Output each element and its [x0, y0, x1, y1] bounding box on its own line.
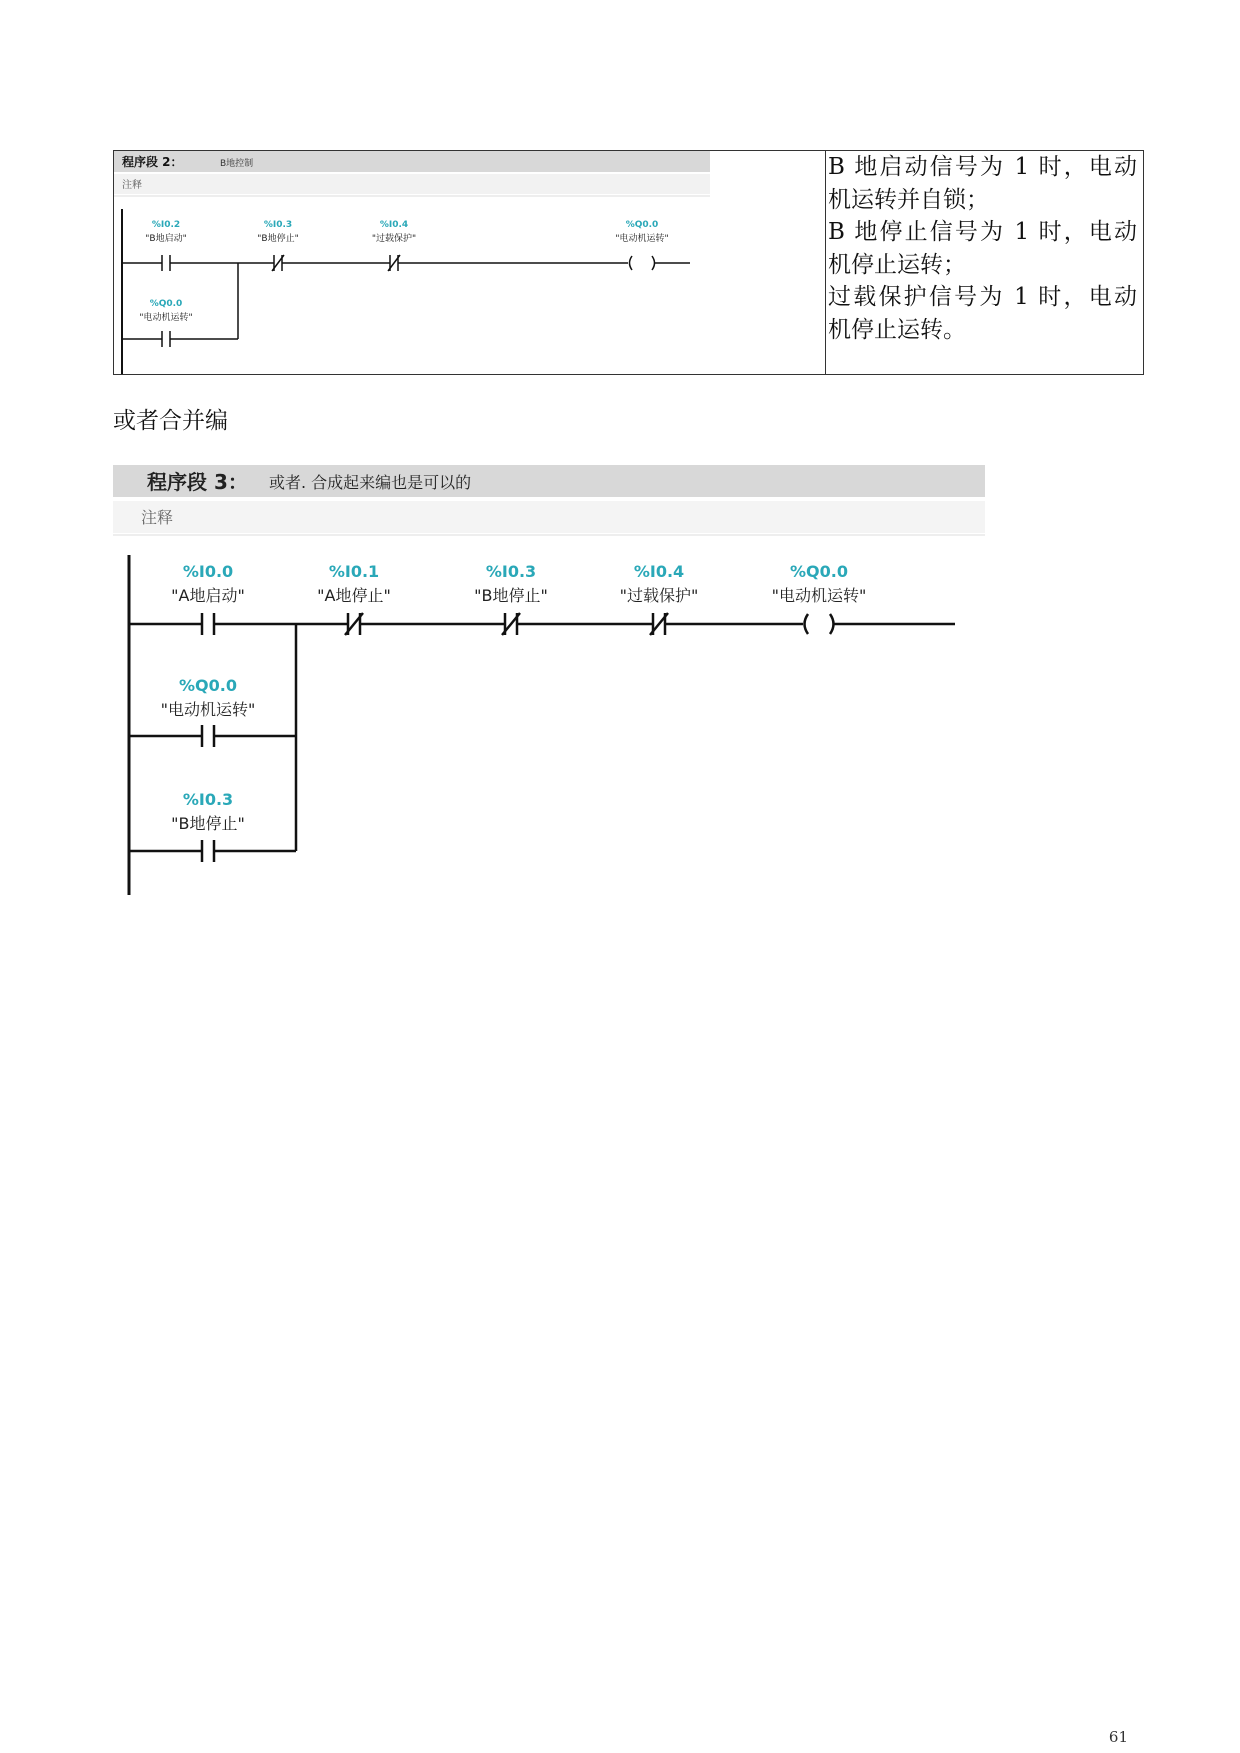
svg-text:"A地停止": "A地停止"	[317, 586, 391, 605]
description-line-2: 机运转并自锁；	[828, 186, 989, 213]
segment3-comment: 注释	[141, 508, 174, 527]
svg-text:%I0.3: %I0.3	[485, 562, 537, 581]
description-line-1: B 地启动信号为 1 时，电动	[828, 154, 1137, 180]
svg-text:%I0.3: %I0.3	[263, 220, 293, 230]
body-paragraph: 或者合并编	[113, 408, 228, 434]
svg-text:"过载保护": "过载保护"	[371, 234, 417, 244]
description-table	[113, 150, 1144, 375]
description-line-4: 机停止运转；	[828, 251, 966, 278]
svg-text:"A地启动": "A地启动"	[171, 586, 245, 605]
svg-text:%I0.1: %I0.1	[328, 562, 380, 581]
segment2-comment: 注释	[122, 180, 142, 191]
segment2-ladder	[114, 151, 825, 374]
page-number: 61	[1108, 1728, 1128, 1746]
description-line-5: 过载保护信号为 1 时，电动	[828, 284, 1137, 310]
svg-text:%I0.0: %I0.0	[182, 562, 234, 581]
svg-text:%I0.4: %I0.4	[379, 220, 409, 230]
svg-text:"电动机运转": "电动机运转"	[771, 586, 867, 605]
svg-text:%I0.2: %I0.2	[151, 220, 181, 230]
svg-text:%Q0.0: %Q0.0	[179, 676, 237, 695]
segment3-header-prefix: 程序段 3：	[147, 470, 248, 494]
svg-text:"B地停止": "B地停止"	[171, 814, 245, 833]
segment2-header-prefix: 程序段 2：	[122, 155, 183, 169]
coil-q00	[805, 614, 809, 634]
svg-text:"电动机运转": "电动机运转"	[615, 234, 669, 244]
description-line-3: B 地停止信号为 1 时，电动	[828, 219, 1137, 245]
segment2-header-title: B地控制	[220, 159, 254, 169]
description-cell	[826, 151, 1143, 374]
segment2-cell	[114, 151, 826, 374]
svg-text:%Q0.0: %Q0.0	[625, 220, 659, 230]
segment3-ladder	[113, 465, 993, 895]
svg-text:%I0.3: %I0.3	[182, 790, 234, 809]
svg-text:"电动机运转": "电动机运转"	[160, 700, 256, 719]
coil-q00	[630, 256, 633, 270]
svg-text:%Q0.0: %Q0.0	[790, 562, 848, 581]
svg-text:%Q0.0: %Q0.0	[149, 299, 183, 309]
svg-text:"过载保护": "过载保护"	[619, 586, 699, 605]
segment3-header-title: 或者. 合成起来编也是可以的	[269, 473, 472, 492]
segment2-header-bar	[114, 151, 710, 172]
svg-text:"B地停止": "B地停止"	[257, 234, 299, 244]
svg-text:"B地停止": "B地停止"	[474, 586, 548, 605]
svg-text:%I0.4: %I0.4	[633, 562, 685, 581]
svg-text:"电动机运转": "电动机运转"	[139, 313, 193, 323]
svg-text:"B地启动": "B地启动"	[145, 234, 187, 244]
description-line-6: 机停止运转。	[828, 316, 966, 343]
